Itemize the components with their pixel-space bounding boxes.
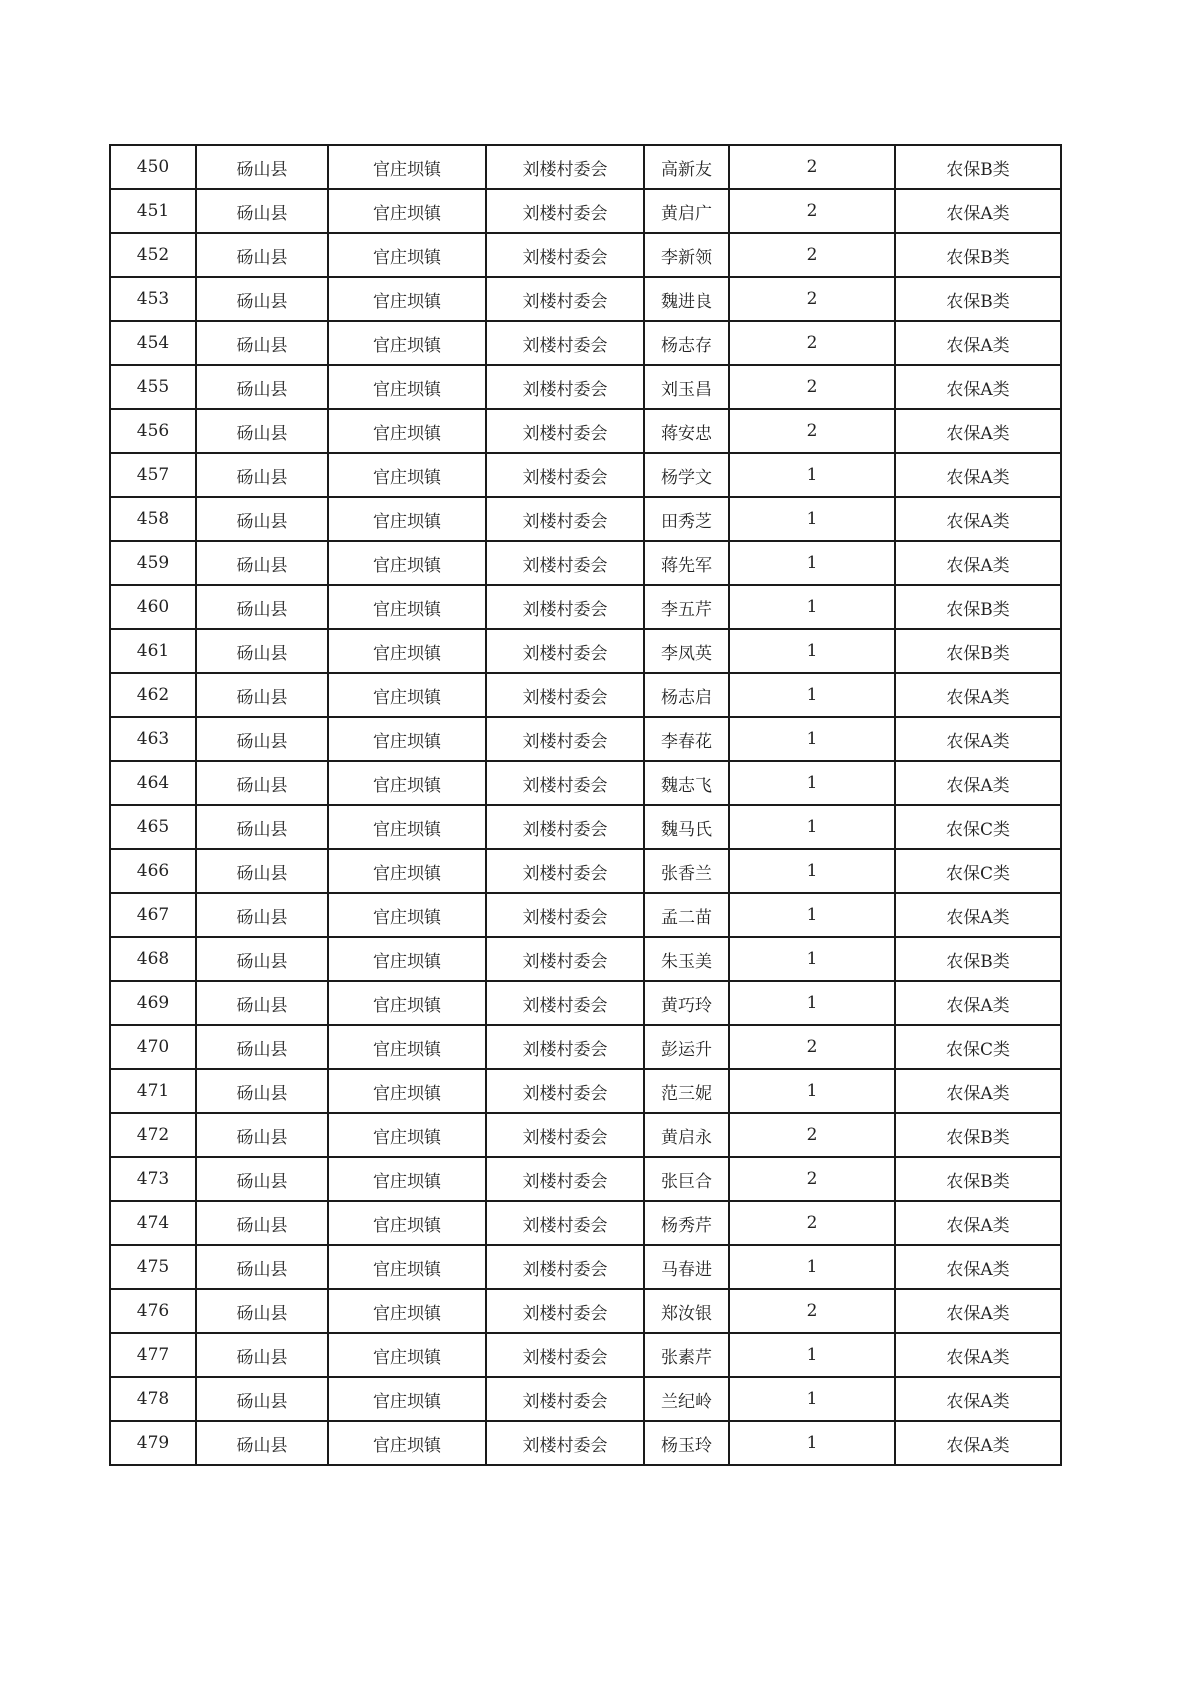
town-cell: 官庄坝镇	[328, 849, 486, 893]
county-cell: 砀山县	[196, 541, 328, 585]
name-cell: 蒋安忠	[644, 409, 729, 453]
household-size-cell: 1	[729, 497, 895, 541]
household-size-cell: 1	[729, 629, 895, 673]
row-index-cell: 476	[110, 1289, 196, 1333]
row-index-cell: 458	[110, 497, 196, 541]
insurance-type-cell: 农保A类	[895, 497, 1061, 541]
name-cell: 李五芹	[644, 585, 729, 629]
table-row	[110, 145, 1061, 189]
village-committee-cell: 刘楼村委会	[486, 1025, 644, 1069]
name-cell: 张素芹	[644, 1333, 729, 1377]
county-cell: 砀山县	[196, 585, 328, 629]
row-index-cell: 471	[110, 1069, 196, 1113]
name-cell: 兰纪岭	[644, 1377, 729, 1421]
insurance-type-cell: 农保A类	[895, 541, 1061, 585]
town-cell: 官庄坝镇	[328, 1333, 486, 1377]
county-cell: 砀山县	[196, 1113, 328, 1157]
row-index-cell: 452	[110, 233, 196, 277]
row-index-cell: 475	[110, 1245, 196, 1289]
town-cell: 官庄坝镇	[328, 365, 486, 409]
row-index-cell: 459	[110, 541, 196, 585]
town-cell: 官庄坝镇	[328, 1421, 486, 1465]
household-size-cell: 1	[729, 717, 895, 761]
household-size-cell: 2	[729, 145, 895, 189]
table-row	[110, 277, 1061, 321]
table-row	[110, 1025, 1061, 1069]
row-index-cell: 464	[110, 761, 196, 805]
household-size-cell: 2	[729, 189, 895, 233]
county-cell: 砀山县	[196, 761, 328, 805]
table-row	[110, 761, 1061, 805]
row-index-cell: 478	[110, 1377, 196, 1421]
table-row	[110, 453, 1061, 497]
village-committee-cell: 刘楼村委会	[486, 849, 644, 893]
name-cell: 蒋先军	[644, 541, 729, 585]
household-size-cell: 1	[729, 453, 895, 497]
row-index-cell: 474	[110, 1201, 196, 1245]
row-index-cell: 451	[110, 189, 196, 233]
insurance-type-cell: 农保A类	[895, 409, 1061, 453]
county-cell: 砀山县	[196, 1025, 328, 1069]
village-committee-cell: 刘楼村委会	[486, 1289, 644, 1333]
row-index-cell: 457	[110, 453, 196, 497]
name-cell: 刘玉昌	[644, 365, 729, 409]
village-committee-cell: 刘楼村委会	[486, 761, 644, 805]
household-size-cell: 1	[729, 849, 895, 893]
insurance-type-cell: 农保A类	[895, 1289, 1061, 1333]
name-cell: 朱玉美	[644, 937, 729, 981]
table-row	[110, 321, 1061, 365]
county-cell: 砀山县	[196, 805, 328, 849]
name-cell: 范三妮	[644, 1069, 729, 1113]
name-cell: 彭运升	[644, 1025, 729, 1069]
household-size-cell: 1	[729, 761, 895, 805]
household-size-cell: 2	[729, 365, 895, 409]
village-committee-cell: 刘楼村委会	[486, 1333, 644, 1377]
county-cell: 砀山县	[196, 1289, 328, 1333]
row-index-cell: 462	[110, 673, 196, 717]
household-size-cell: 2	[729, 1289, 895, 1333]
insurance-type-cell: 农保A类	[895, 1069, 1061, 1113]
household-size-cell: 1	[729, 937, 895, 981]
insurance-type-cell: 农保B类	[895, 277, 1061, 321]
insurance-type-cell: 农保B类	[895, 1113, 1061, 1157]
town-cell: 官庄坝镇	[328, 937, 486, 981]
insurance-type-cell: 农保A类	[895, 189, 1061, 233]
town-cell: 官庄坝镇	[328, 981, 486, 1025]
county-cell: 砀山县	[196, 849, 328, 893]
insurance-type-cell: 农保A类	[895, 1333, 1061, 1377]
county-cell: 砀山县	[196, 629, 328, 673]
county-cell: 砀山县	[196, 893, 328, 937]
town-cell: 官庄坝镇	[328, 893, 486, 937]
county-cell: 砀山县	[196, 365, 328, 409]
town-cell: 官庄坝镇	[328, 585, 486, 629]
name-cell: 孟二苗	[644, 893, 729, 937]
table-row	[110, 937, 1061, 981]
village-committee-cell: 刘楼村委会	[486, 497, 644, 541]
table-row	[110, 1157, 1061, 1201]
table-row	[110, 585, 1061, 629]
village-committee-cell: 刘楼村委会	[486, 365, 644, 409]
data-table	[109, 144, 1062, 1466]
row-index-cell: 460	[110, 585, 196, 629]
row-index-cell: 456	[110, 409, 196, 453]
insurance-type-cell: 农保A类	[895, 453, 1061, 497]
county-cell: 砀山县	[196, 1157, 328, 1201]
insurance-type-cell: 农保A类	[895, 673, 1061, 717]
town-cell: 官庄坝镇	[328, 189, 486, 233]
table-row	[110, 365, 1061, 409]
name-cell: 李凤英	[644, 629, 729, 673]
insurance-type-cell: 农保A类	[895, 761, 1061, 805]
name-cell: 李新领	[644, 233, 729, 277]
village-committee-cell: 刘楼村委会	[486, 1069, 644, 1113]
village-committee-cell: 刘楼村委会	[486, 277, 644, 321]
insurance-type-cell: 农保A类	[895, 717, 1061, 761]
household-size-cell: 2	[729, 1201, 895, 1245]
insurance-type-cell: 农保B类	[895, 233, 1061, 277]
name-cell: 高新友	[644, 145, 729, 189]
insurance-type-cell: 农保A类	[895, 893, 1061, 937]
village-committee-cell: 刘楼村委会	[486, 673, 644, 717]
row-index-cell: 469	[110, 981, 196, 1025]
table-row	[110, 189, 1061, 233]
village-committee-cell: 刘楼村委会	[486, 1113, 644, 1157]
town-cell: 官庄坝镇	[328, 145, 486, 189]
insurance-type-cell: 农保A类	[895, 365, 1061, 409]
insurance-type-cell: 农保C类	[895, 1025, 1061, 1069]
town-cell: 官庄坝镇	[328, 1157, 486, 1201]
household-size-cell: 1	[729, 893, 895, 937]
village-committee-cell: 刘楼村委会	[486, 1157, 644, 1201]
table-row	[110, 1377, 1061, 1421]
household-size-cell: 1	[729, 1245, 895, 1289]
insurance-type-cell: 农保A类	[895, 1245, 1061, 1289]
household-size-cell: 1	[729, 1377, 895, 1421]
town-cell: 官庄坝镇	[328, 1377, 486, 1421]
row-index-cell: 455	[110, 365, 196, 409]
table-row	[110, 849, 1061, 893]
town-cell: 官庄坝镇	[328, 1025, 486, 1069]
household-size-cell: 2	[729, 1157, 895, 1201]
town-cell: 官庄坝镇	[328, 541, 486, 585]
table-row	[110, 805, 1061, 849]
name-cell: 黄巧玲	[644, 981, 729, 1025]
county-cell: 砀山县	[196, 453, 328, 497]
village-committee-cell: 刘楼村委会	[486, 1245, 644, 1289]
county-cell: 砀山县	[196, 189, 328, 233]
county-cell: 砀山县	[196, 1377, 328, 1421]
household-size-cell: 1	[729, 981, 895, 1025]
town-cell: 官庄坝镇	[328, 321, 486, 365]
town-cell: 官庄坝镇	[328, 1201, 486, 1245]
name-cell: 黄启永	[644, 1113, 729, 1157]
row-index-cell: 465	[110, 805, 196, 849]
county-cell: 砀山县	[196, 1333, 328, 1377]
county-cell: 砀山县	[196, 233, 328, 277]
table-row	[110, 1333, 1061, 1377]
household-size-cell: 1	[729, 1333, 895, 1377]
village-committee-cell: 刘楼村委会	[486, 1201, 644, 1245]
county-cell: 砀山县	[196, 1069, 328, 1113]
household-size-cell: 2	[729, 409, 895, 453]
table-row	[110, 1201, 1061, 1245]
row-index-cell: 477	[110, 1333, 196, 1377]
name-cell: 张巨合	[644, 1157, 729, 1201]
insurance-type-cell: 农保B类	[895, 937, 1061, 981]
row-index-cell: 454	[110, 321, 196, 365]
table-row	[110, 409, 1061, 453]
village-committee-cell: 刘楼村委会	[486, 805, 644, 849]
name-cell: 马春进	[644, 1245, 729, 1289]
table-row	[110, 981, 1061, 1025]
name-cell: 杨志启	[644, 673, 729, 717]
village-committee-cell: 刘楼村委会	[486, 189, 644, 233]
village-committee-cell: 刘楼村委会	[486, 321, 644, 365]
county-cell: 砀山县	[196, 145, 328, 189]
county-cell: 砀山县	[196, 409, 328, 453]
name-cell: 魏进良	[644, 277, 729, 321]
household-size-cell: 2	[729, 321, 895, 365]
town-cell: 官庄坝镇	[328, 233, 486, 277]
village-committee-cell: 刘楼村委会	[486, 541, 644, 585]
insurance-type-cell: 农保A类	[895, 981, 1061, 1025]
town-cell: 官庄坝镇	[328, 497, 486, 541]
name-cell: 杨秀芹	[644, 1201, 729, 1245]
village-committee-cell: 刘楼村委会	[486, 1377, 644, 1421]
insurance-type-cell: 农保C类	[895, 849, 1061, 893]
town-cell: 官庄坝镇	[328, 277, 486, 321]
insurance-type-cell: 农保A类	[895, 1201, 1061, 1245]
town-cell: 官庄坝镇	[328, 1245, 486, 1289]
village-committee-cell: 刘楼村委会	[486, 629, 644, 673]
town-cell: 官庄坝镇	[328, 761, 486, 805]
row-index-cell: 468	[110, 937, 196, 981]
row-index-cell: 479	[110, 1421, 196, 1465]
insurance-type-cell: 农保B类	[895, 629, 1061, 673]
insurance-type-cell: 农保A类	[895, 1421, 1061, 1465]
row-index-cell: 463	[110, 717, 196, 761]
town-cell: 官庄坝镇	[328, 1069, 486, 1113]
table-row	[110, 233, 1061, 277]
town-cell: 官庄坝镇	[328, 805, 486, 849]
county-cell: 砀山县	[196, 1245, 328, 1289]
household-size-cell: 1	[729, 585, 895, 629]
county-cell: 砀山县	[196, 673, 328, 717]
name-cell: 田秀芝	[644, 497, 729, 541]
name-cell: 魏志飞	[644, 761, 729, 805]
table-row	[110, 673, 1061, 717]
table-row	[110, 629, 1061, 673]
table-row	[110, 717, 1061, 761]
insurance-type-cell: 农保B类	[895, 1157, 1061, 1201]
town-cell: 官庄坝镇	[328, 717, 486, 761]
table-body	[110, 145, 1061, 1465]
town-cell: 官庄坝镇	[328, 629, 486, 673]
name-cell: 杨玉玲	[644, 1421, 729, 1465]
village-committee-cell: 刘楼村委会	[486, 145, 644, 189]
table-row	[110, 893, 1061, 937]
table-row	[110, 1113, 1061, 1157]
town-cell: 官庄坝镇	[328, 453, 486, 497]
row-index-cell: 470	[110, 1025, 196, 1069]
household-size-cell: 2	[729, 233, 895, 277]
household-size-cell: 1	[729, 805, 895, 849]
table-row	[110, 1069, 1061, 1113]
county-cell: 砀山县	[196, 1201, 328, 1245]
household-size-cell: 1	[729, 1421, 895, 1465]
county-cell: 砀山县	[196, 981, 328, 1025]
table-row	[110, 1289, 1061, 1333]
row-index-cell: 472	[110, 1113, 196, 1157]
insurance-type-cell: 农保C类	[895, 805, 1061, 849]
county-cell: 砀山县	[196, 937, 328, 981]
table-row	[110, 497, 1061, 541]
village-committee-cell: 刘楼村委会	[486, 937, 644, 981]
county-cell: 砀山县	[196, 1421, 328, 1465]
village-committee-cell: 刘楼村委会	[486, 453, 644, 497]
household-size-cell: 1	[729, 673, 895, 717]
row-index-cell: 461	[110, 629, 196, 673]
name-cell: 李春花	[644, 717, 729, 761]
table-row	[110, 1245, 1061, 1289]
row-index-cell: 467	[110, 893, 196, 937]
name-cell: 魏马氏	[644, 805, 729, 849]
household-size-cell: 2	[729, 277, 895, 321]
town-cell: 官庄坝镇	[328, 673, 486, 717]
household-size-cell: 2	[729, 1113, 895, 1157]
town-cell: 官庄坝镇	[328, 1289, 486, 1333]
town-cell: 官庄坝镇	[328, 409, 486, 453]
village-committee-cell: 刘楼村委会	[486, 585, 644, 629]
village-committee-cell: 刘楼村委会	[486, 981, 644, 1025]
household-size-cell: 2	[729, 1025, 895, 1069]
row-index-cell: 453	[110, 277, 196, 321]
village-committee-cell: 刘楼村委会	[486, 1421, 644, 1465]
village-committee-cell: 刘楼村委会	[486, 893, 644, 937]
insurance-type-cell: 农保B类	[895, 145, 1061, 189]
table-row	[110, 1421, 1061, 1465]
insurance-type-cell: 农保A类	[895, 321, 1061, 365]
county-cell: 砀山县	[196, 497, 328, 541]
town-cell: 官庄坝镇	[328, 1113, 486, 1157]
table-row	[110, 541, 1061, 585]
name-cell: 黄启广	[644, 189, 729, 233]
county-cell: 砀山县	[196, 717, 328, 761]
household-size-cell: 1	[729, 541, 895, 585]
name-cell: 杨学文	[644, 453, 729, 497]
name-cell: 杨志存	[644, 321, 729, 365]
name-cell: 郑汝银	[644, 1289, 729, 1333]
row-index-cell: 466	[110, 849, 196, 893]
row-index-cell: 473	[110, 1157, 196, 1201]
village-committee-cell: 刘楼村委会	[486, 233, 644, 277]
row-index-cell: 450	[110, 145, 196, 189]
county-cell: 砀山县	[196, 277, 328, 321]
village-committee-cell: 刘楼村委会	[486, 409, 644, 453]
household-size-cell: 1	[729, 1069, 895, 1113]
village-committee-cell: 刘楼村委会	[486, 717, 644, 761]
insurance-type-cell: 农保B类	[895, 585, 1061, 629]
name-cell: 张香兰	[644, 849, 729, 893]
insurance-type-cell: 农保A类	[895, 1377, 1061, 1421]
county-cell: 砀山县	[196, 321, 328, 365]
